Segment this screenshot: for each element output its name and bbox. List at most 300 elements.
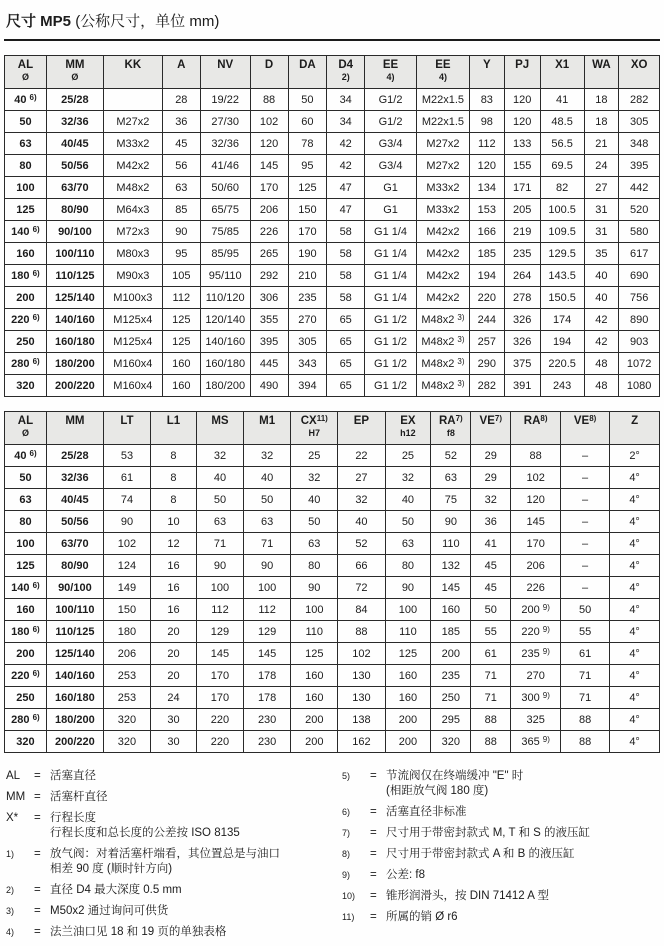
table-cell: 8 <box>151 467 197 489</box>
table-cell: 120 <box>469 155 504 177</box>
table-row <box>5 221 660 243</box>
table-cell: 235 $^{9)}$ <box>511 643 561 665</box>
footnote-text: 所属的销 Ø r6 <box>386 911 458 923</box>
table-cell: 125 <box>5 199 47 221</box>
table-row <box>5 665 660 687</box>
table-cell: M80x3 <box>103 243 162 265</box>
table-cell: 178 <box>244 687 291 709</box>
dimensions-table-2 <box>4 411 660 753</box>
table-cell: M125x4 <box>103 331 162 353</box>
table-cell: 155 <box>504 155 540 177</box>
table-cell: 320 <box>5 731 47 753</box>
table-cell: 145 <box>196 643 243 665</box>
footnote <box>342 769 658 799</box>
table-cell: G1 1/2 <box>365 375 417 397</box>
table-cell: 292 <box>250 265 288 287</box>
table-cell: 282 <box>619 89 660 111</box>
table-cell: 29 <box>471 445 511 467</box>
table-cell: 100 <box>5 533 47 555</box>
table-cell: 219 <box>504 221 540 243</box>
table-cell: 244 <box>469 309 504 331</box>
column-header-wa: WA <box>584 56 619 89</box>
table-cell: 50 <box>385 511 431 533</box>
table-cell: 47 <box>327 199 365 221</box>
table-cell: 206 <box>103 643 150 665</box>
footnote-equals: = <box>34 791 41 803</box>
table-cell: 391 <box>504 375 540 397</box>
column-header-al: AL Ø <box>5 56 47 89</box>
table-cell: M33x2 <box>416 177 469 199</box>
table-cell: 50/56 <box>46 511 103 533</box>
table-cell: 63 <box>244 511 291 533</box>
footnote-term: 11) <box>342 912 355 922</box>
table-cell: 63 <box>5 489 47 511</box>
table-cell: 100 <box>291 599 338 621</box>
footnote-equals: = <box>370 869 377 881</box>
table-cell: G1 1/2 <box>365 309 417 331</box>
table-cell: 200/220 <box>46 375 103 397</box>
table-cell: 130 <box>338 687 385 709</box>
table-cell: 29 <box>471 467 511 489</box>
table-cell <box>103 89 162 111</box>
table-cell: G1 1/2 <box>365 331 417 353</box>
table-cell: 4° <box>610 643 660 665</box>
table-cell: 24 <box>584 155 619 177</box>
table-cell: 102 <box>250 111 288 133</box>
table-cell: 110 <box>385 621 431 643</box>
table-cell: 41 <box>540 89 584 111</box>
column-header-d4: D4 2) <box>327 56 365 89</box>
table-cell: M42x2 <box>416 287 469 309</box>
table-cell: 16 <box>151 577 197 599</box>
table-cell: – <box>561 467 610 489</box>
table-cell: 45 <box>162 133 200 155</box>
table-cell: 90 <box>385 577 431 599</box>
table-cell: 48.5 <box>540 111 584 133</box>
table-cell: 4° <box>610 599 660 621</box>
table-cell: 253 <box>103 687 150 709</box>
table-cell: 85 <box>162 199 200 221</box>
column-header-ee: EE 4) <box>365 56 417 89</box>
footnote <box>342 910 658 925</box>
footnote-equals: = <box>370 827 377 839</box>
table-cell: 30 <box>151 709 197 731</box>
table-cell: 120 <box>504 89 540 111</box>
table-row <box>5 555 660 577</box>
table-cell: 32 <box>291 467 338 489</box>
table-cell: 280 $^{6)}$ <box>5 353 47 375</box>
footnote-text: 直径 D4 最大深度 0.5 mm <box>50 884 182 896</box>
column-header-xo: XO <box>619 56 660 89</box>
table-cell: 34 <box>327 89 365 111</box>
table-cell: 40 <box>584 265 619 287</box>
dimensions-table-1-header <box>5 56 660 89</box>
table-cell: 65 <box>327 309 365 331</box>
table-cell: 74 <box>103 489 150 511</box>
footnote-term: 4) <box>6 927 15 937</box>
footnotes-section <box>4 769 660 946</box>
table-cell: – <box>561 511 610 533</box>
table-cell: 348 <box>619 133 660 155</box>
table-cell: 40 <box>584 287 619 309</box>
footnote <box>342 847 658 862</box>
table-cell: 12 <box>151 533 197 555</box>
table-cell: 47 <box>327 177 365 199</box>
title-divider <box>4 39 660 41</box>
table-cell: M33x2 <box>103 133 162 155</box>
table-cell: 185 <box>469 243 504 265</box>
footnote-text: 锥形润滑头，按 DIN 71412 A 型 <box>386 890 549 902</box>
table-cell: 4° <box>610 665 660 687</box>
footnotes-right-column <box>332 769 658 946</box>
table-cell: – <box>561 577 610 599</box>
table-cell: 20 <box>151 665 197 687</box>
table-cell: 60 <box>288 111 327 133</box>
table-cell: 129 <box>244 621 291 643</box>
table-cell: 27 <box>584 177 619 199</box>
footnote-text: 节流阀仅在终端缓冲 "E" 时 (相距放气阀 180 度) <box>386 770 524 797</box>
table-cell: G1 <box>365 199 417 221</box>
column-header-pj: PJ <box>504 56 540 89</box>
table-cell: 235 <box>288 287 327 309</box>
table-cell: 71 <box>471 687 511 709</box>
column-header-al: AL Ø <box>5 412 47 445</box>
footnote <box>342 805 658 820</box>
table-cell: 50 <box>5 467 47 489</box>
table-cell: 40 $^{6)}$ <box>5 445 47 467</box>
table-cell: 40 <box>244 467 291 489</box>
table-cell: 63 <box>385 533 431 555</box>
table-cell: M42x2 <box>416 243 469 265</box>
table-cell: 220.5 <box>540 353 584 375</box>
table-cell: 326 <box>504 331 540 353</box>
table-cell: 490 <box>250 375 288 397</box>
column-header-ra: RA$^{7)}$ f8 <box>431 412 471 445</box>
table-cell: 58 <box>327 243 365 265</box>
table-cell: 75 <box>431 489 471 511</box>
table-cell: 138 <box>338 709 385 731</box>
table-cell: 230 <box>244 709 291 731</box>
table-row <box>5 489 660 511</box>
table-cell: 145 <box>244 643 291 665</box>
footnote <box>342 889 658 904</box>
table-cell: 125 <box>5 555 47 577</box>
table-cell: G3/4 <box>365 155 417 177</box>
column-header-ms: MS <box>196 412 243 445</box>
table-cell: 320 <box>431 731 471 753</box>
table-cell: 290 <box>469 353 504 375</box>
table-cell: 250 <box>5 331 47 353</box>
table-cell: 40 <box>291 489 338 511</box>
table-cell: 375 <box>504 353 540 375</box>
table-cell: 395 <box>619 155 660 177</box>
table-cell: 32/36 <box>46 111 103 133</box>
table-cell: – <box>561 533 610 555</box>
table-cell: 140/160 <box>200 331 250 353</box>
table-row <box>5 111 660 133</box>
table-row <box>5 331 660 353</box>
footnote-text: 行程长度 行程长度和总长度的公差按 ISO 8135 <box>50 812 240 839</box>
dimensions-table-2-header <box>5 412 660 445</box>
table-cell: 150 <box>103 599 150 621</box>
table-row <box>5 709 660 731</box>
table-cell: 110 <box>291 621 338 643</box>
table-cell: 40 <box>196 467 243 489</box>
table-cell: 125 <box>291 643 338 665</box>
table-cell: 8 <box>151 489 197 511</box>
table-cell: G1 1/2 <box>365 353 417 375</box>
table-cell: M48x2 $^{3)}$ <box>416 309 469 331</box>
table-cell: 756 <box>619 287 660 309</box>
table-cell: 19/22 <box>200 89 250 111</box>
table-cell: M90x3 <box>103 265 162 287</box>
table-cell: 18 <box>584 89 619 111</box>
table-cell: 25/28 <box>46 445 103 467</box>
table-cell: 90 <box>162 221 200 243</box>
table-cell: 10 <box>151 511 197 533</box>
table-cell: 30 <box>151 731 197 753</box>
table-row <box>5 133 660 155</box>
table-cell: 80 <box>385 555 431 577</box>
table-cell: 48 <box>584 375 619 397</box>
table-cell: 180 <box>103 621 150 643</box>
table-cell: 55 <box>471 621 511 643</box>
table-cell: 50 <box>288 89 327 111</box>
table-cell: 45 <box>471 555 511 577</box>
table-cell: 112 <box>244 599 291 621</box>
table-row <box>5 731 660 753</box>
table-cell: 125 <box>162 331 200 353</box>
table-cell: 264 <box>504 265 540 287</box>
table-cell: 32 <box>338 489 385 511</box>
table-cell: 200 <box>431 643 471 665</box>
table-cell: G1 1/4 <box>365 287 417 309</box>
footnote-text: 法兰油口见 18 和 19 页的单独表格 <box>50 926 227 938</box>
table-cell: 394 <box>288 375 327 397</box>
table-cell: 220 <box>196 731 243 753</box>
table-cell: 200 $^{9)}$ <box>511 599 561 621</box>
table-cell: 63 <box>196 511 243 533</box>
footnote-text: M50x2 通过询问可供货 <box>50 905 169 917</box>
table-cell: 100/110 <box>46 599 103 621</box>
table-cell: 160 <box>291 687 338 709</box>
table-cell: G1 1/4 <box>365 221 417 243</box>
table-cell: 278 <box>504 287 540 309</box>
table-row <box>5 155 660 177</box>
table-cell: 235 <box>504 243 540 265</box>
table-cell: 40 <box>385 489 431 511</box>
table-cell: 220 $^{6)}$ <box>5 309 47 331</box>
column-header-l1: L1 <box>151 412 197 445</box>
column-header-cx: CX$^{11)}$ H7 <box>291 412 338 445</box>
footnote-text: 活塞直径非标准 <box>386 806 467 818</box>
table-cell: 22 <box>338 445 385 467</box>
table-cell: 4° <box>610 731 660 753</box>
table-cell: 170 <box>196 687 243 709</box>
table-cell: 200 <box>385 709 431 731</box>
table-cell: M48x2 $^{3)}$ <box>416 353 469 375</box>
table-cell: 153 <box>469 199 504 221</box>
table-cell: 80 <box>5 155 47 177</box>
table-cell: 53 <box>103 445 150 467</box>
footnote-term: 2) <box>6 885 15 895</box>
table-cell: 112 <box>469 133 504 155</box>
table-cell: 220 <box>196 709 243 731</box>
table-cell: 160 <box>162 353 200 375</box>
table-cell: 257 <box>469 331 504 353</box>
column-header-ep: EP <box>338 412 385 445</box>
footnote-term: 1) <box>6 849 15 859</box>
table-cell: 320 <box>103 709 150 731</box>
table-cell: 4° <box>610 467 660 489</box>
table-cell: 24 <box>151 687 197 709</box>
table-cell: 41/46 <box>200 155 250 177</box>
table-cell: 194 <box>469 265 504 287</box>
table-cell: 162 <box>338 731 385 753</box>
column-header-ve: VE$^{8)}$ <box>561 412 610 445</box>
table-cell: M42x2 <box>416 221 469 243</box>
table-cell: 250 <box>431 687 471 709</box>
table-cell: 1080 <box>619 375 660 397</box>
table-cell: 80 <box>5 511 47 533</box>
table-cell: 200 <box>291 709 338 731</box>
table-cell: 41 <box>471 533 511 555</box>
table-cell: 110/120 <box>200 287 250 309</box>
table-cell: 300 $^{9)}$ <box>511 687 561 709</box>
table-cell: 395 <box>250 331 288 353</box>
table-cell: 71 <box>244 533 291 555</box>
table-cell: 171 <box>504 177 540 199</box>
table-cell: G1 1/4 <box>365 265 417 287</box>
table-cell: 71 <box>561 665 610 687</box>
table-cell: 2° <box>610 445 660 467</box>
table-cell: 16 <box>151 599 197 621</box>
table-cell: 4° <box>610 555 660 577</box>
footnote-term: AL <box>6 770 21 782</box>
table-cell: 150 <box>288 199 327 221</box>
table-cell: 100 <box>5 177 47 199</box>
table-cell: 320 <box>5 375 47 397</box>
footnote-equals: = <box>34 770 41 782</box>
table-cell: 134 <box>469 177 504 199</box>
table-cell: G1/2 <box>365 111 417 133</box>
table-cell: 4° <box>610 577 660 599</box>
table-cell: 185 <box>431 621 471 643</box>
table-cell: 88 <box>338 621 385 643</box>
table-cell: 110 <box>431 533 471 555</box>
footnote-term: 3) <box>6 906 15 916</box>
footnotes-left-column <box>6 769 332 946</box>
table-cell: G1 <box>365 177 417 199</box>
footnote-term: 7) <box>342 828 351 838</box>
table-cell: 50 <box>5 111 47 133</box>
table-cell: 65 <box>327 353 365 375</box>
column-header-y: Y <box>469 56 504 89</box>
table-cell: 140/160 <box>46 665 103 687</box>
table-cell: 160 <box>5 599 47 621</box>
table-cell: 343 <box>288 353 327 375</box>
table-cell: M64x3 <box>103 199 162 221</box>
table-row <box>5 445 660 467</box>
table-cell: 160/180 <box>46 331 103 353</box>
table-cell: – <box>561 555 610 577</box>
table-row <box>5 177 660 199</box>
footnote <box>6 790 332 805</box>
table-cell: 125 <box>288 177 327 199</box>
table-cell: 42 <box>584 309 619 331</box>
table-cell: 160 <box>385 687 431 709</box>
table-cell: 90 <box>103 511 150 533</box>
footnote <box>6 769 332 784</box>
table-cell: 42 <box>584 331 619 353</box>
footnote <box>342 826 658 841</box>
table-cell: 253 <box>103 665 150 687</box>
column-header-d: D <box>250 56 288 89</box>
table-cell: 112 <box>162 287 200 309</box>
table-cell: 40 <box>338 511 385 533</box>
table-cell: 166 <box>469 221 504 243</box>
footnote-term: 9) <box>342 870 351 880</box>
table-cell: 200 <box>5 287 47 309</box>
table-cell: 180 $^{6)}$ <box>5 621 47 643</box>
table-cell: M27x2 <box>416 133 469 155</box>
footnote-equals: = <box>370 911 377 923</box>
table-cell: 270 <box>511 665 561 687</box>
table-cell: 55 <box>561 621 610 643</box>
table-cell: 306 <box>250 287 288 309</box>
table-cell: 160 <box>5 243 47 265</box>
table-cell: 145 <box>511 511 561 533</box>
table-cell: 150.5 <box>540 287 584 309</box>
table-cell: 100.5 <box>540 199 584 221</box>
table-cell: 903 <box>619 331 660 353</box>
footnote-equals: = <box>34 926 41 938</box>
table-cell: 125/140 <box>46 643 103 665</box>
table-cell: 220 $^{9)}$ <box>511 621 561 643</box>
column-header-nv: NV <box>200 56 250 89</box>
table-cell: 194 <box>540 331 584 353</box>
table-cell: 129 <box>196 621 243 643</box>
table-cell: 95 <box>288 155 327 177</box>
table-cell: 4° <box>610 621 660 643</box>
table-cell: 520 <box>619 199 660 221</box>
table-cell: 149 <box>103 577 150 599</box>
table-cell: 243 <box>540 375 584 397</box>
footnote-term: 10) <box>342 891 356 901</box>
table-cell: 326 <box>504 309 540 331</box>
table-cell: 16 <box>151 555 197 577</box>
table-cell: 442 <box>619 177 660 199</box>
table-cell: 56.5 <box>540 133 584 155</box>
table-cell: 617 <box>619 243 660 265</box>
table-cell: 109.5 <box>540 221 584 243</box>
table-cell: 180/200 <box>46 353 103 375</box>
table-cell: G3/4 <box>365 133 417 155</box>
table-row <box>5 511 660 533</box>
table-cell: 82 <box>540 177 584 199</box>
table-cell: 61 <box>561 643 610 665</box>
footnote-text: 尺寸用于带密封款式 A 和 B 的液压缸 <box>386 848 575 860</box>
table-cell: 200 <box>385 731 431 753</box>
column-header-mm: MM Ø <box>46 56 103 89</box>
footnote-term: 6) <box>342 807 351 817</box>
table-cell: 4° <box>610 709 660 731</box>
table-cell: 32/36 <box>46 467 103 489</box>
table-cell: 50 <box>196 489 243 511</box>
table-cell: 63 <box>162 177 200 199</box>
table-cell: 58 <box>327 221 365 243</box>
table-row <box>5 599 660 621</box>
